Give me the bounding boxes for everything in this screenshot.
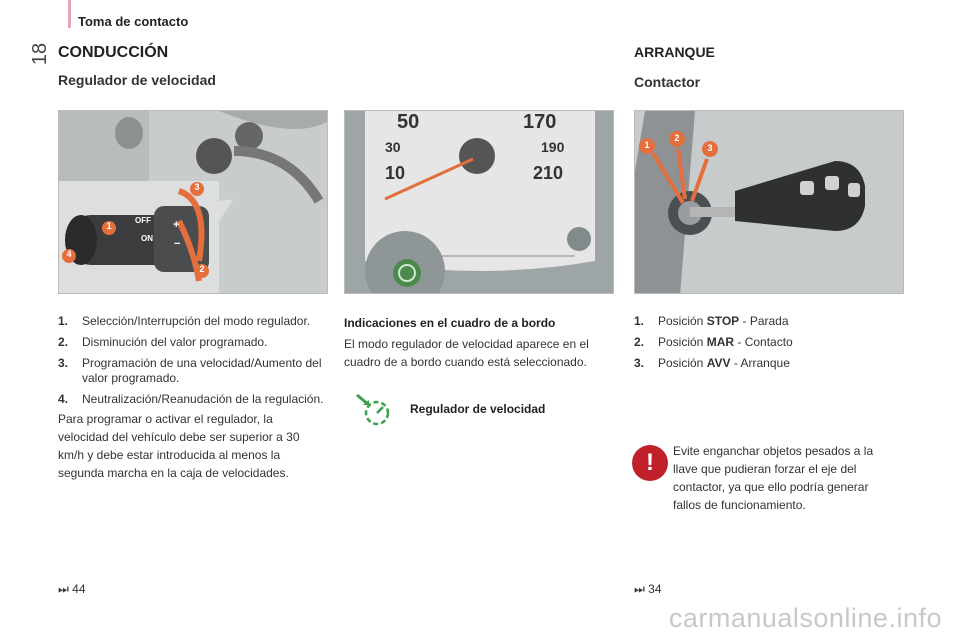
list-item: 4. Neutralización/Reanudación de la regulación. (58, 392, 324, 406)
list-item: 3. Programación de una velocidad/Aumento del valor programado. (58, 356, 322, 385)
list-item: 2. Posición MAR - Contacto (634, 335, 793, 349)
ignition-position-list (634, 314, 904, 377)
indicator-label: Regulador de velocidad (410, 402, 546, 416)
ignition-key-photo (634, 110, 904, 294)
off-label: OFF (135, 216, 151, 225)
list-item: 1. Selección/Interrupción del modo regulador. (58, 314, 311, 328)
callout-1: 1 (106, 221, 112, 231)
speedometer-tick-10: 10 (385, 163, 406, 183)
dashboard-indications-heading: Indicaciones en el cuadro de a bordo (344, 316, 556, 330)
speedometer-tick-50: 50 (397, 111, 420, 133)
cruise-control-stalk-photo (58, 110, 328, 294)
section-header: Toma de contacto (78, 14, 189, 29)
plus-label: + (173, 219, 180, 231)
warning-icon: ! (632, 445, 668, 481)
dashboard-indications-paragraph: El modo regulador de velocidad aparece en el cuadro de a bordo cuando está seleccionado. (344, 337, 589, 369)
section-title: CONDUCCIÓN (58, 44, 169, 61)
key-callout-2: 2 (674, 133, 680, 143)
list-item: 3. Posición AVV - Arranque (634, 356, 790, 370)
page-ref-44[interactable]: ⏭ 44 (58, 582, 86, 596)
stalk-illustration (59, 111, 328, 294)
stalk-function-list (58, 314, 330, 413)
list-item: 2. Disminución del valor programado. (58, 335, 268, 349)
section-subtitle: Regulador de velocidad (58, 72, 216, 88)
key-callout-3: 3 (707, 143, 713, 153)
warning-paragraph: Evite enganchar objetos pesados a la llave que pudieran forzar el eje del contactor, ya que ello podría generar fallos de funcionamiento. (673, 444, 874, 512)
speedometer-tick-170: 170 (523, 111, 557, 133)
header-accent-bar (68, 0, 71, 28)
callout-4: 4 (66, 249, 72, 259)
speedometer-tick-210: 210 (533, 163, 564, 183)
minus-label: − (174, 238, 181, 250)
callout-2: 2 (199, 264, 205, 274)
on-label: ON (141, 234, 153, 243)
speedometer-tick-190: 190 (541, 139, 565, 155)
watermark: carmanualsonline.info (668, 603, 942, 633)
next-arrow-icon: ⏭ (634, 582, 645, 596)
ignition-subtitle: Contactor (634, 74, 701, 90)
speedometer-tick-30: 30 (385, 139, 401, 155)
key-callout-1: 1 (644, 140, 650, 150)
page-number: 18 (29, 42, 51, 66)
next-arrow-icon: ⏭ (58, 582, 69, 596)
callout-3: 3 (194, 182, 200, 192)
programming-paragraph: Para programar o activar el regulador, la velocidad del vehículo debe ser superior a 30 km/h y debe estar introducida al menos la segunda marcha en la caja de velocidades. (58, 412, 300, 480)
list-item: 1. Posición STOP - Parada (634, 314, 789, 328)
page-ref-34[interactable]: ⏭ 34 (634, 582, 662, 596)
cruise-control-indicator-icon (355, 393, 395, 427)
instrument-cluster-photo (344, 110, 614, 294)
starting-title: ARRANQUE (634, 44, 715, 60)
